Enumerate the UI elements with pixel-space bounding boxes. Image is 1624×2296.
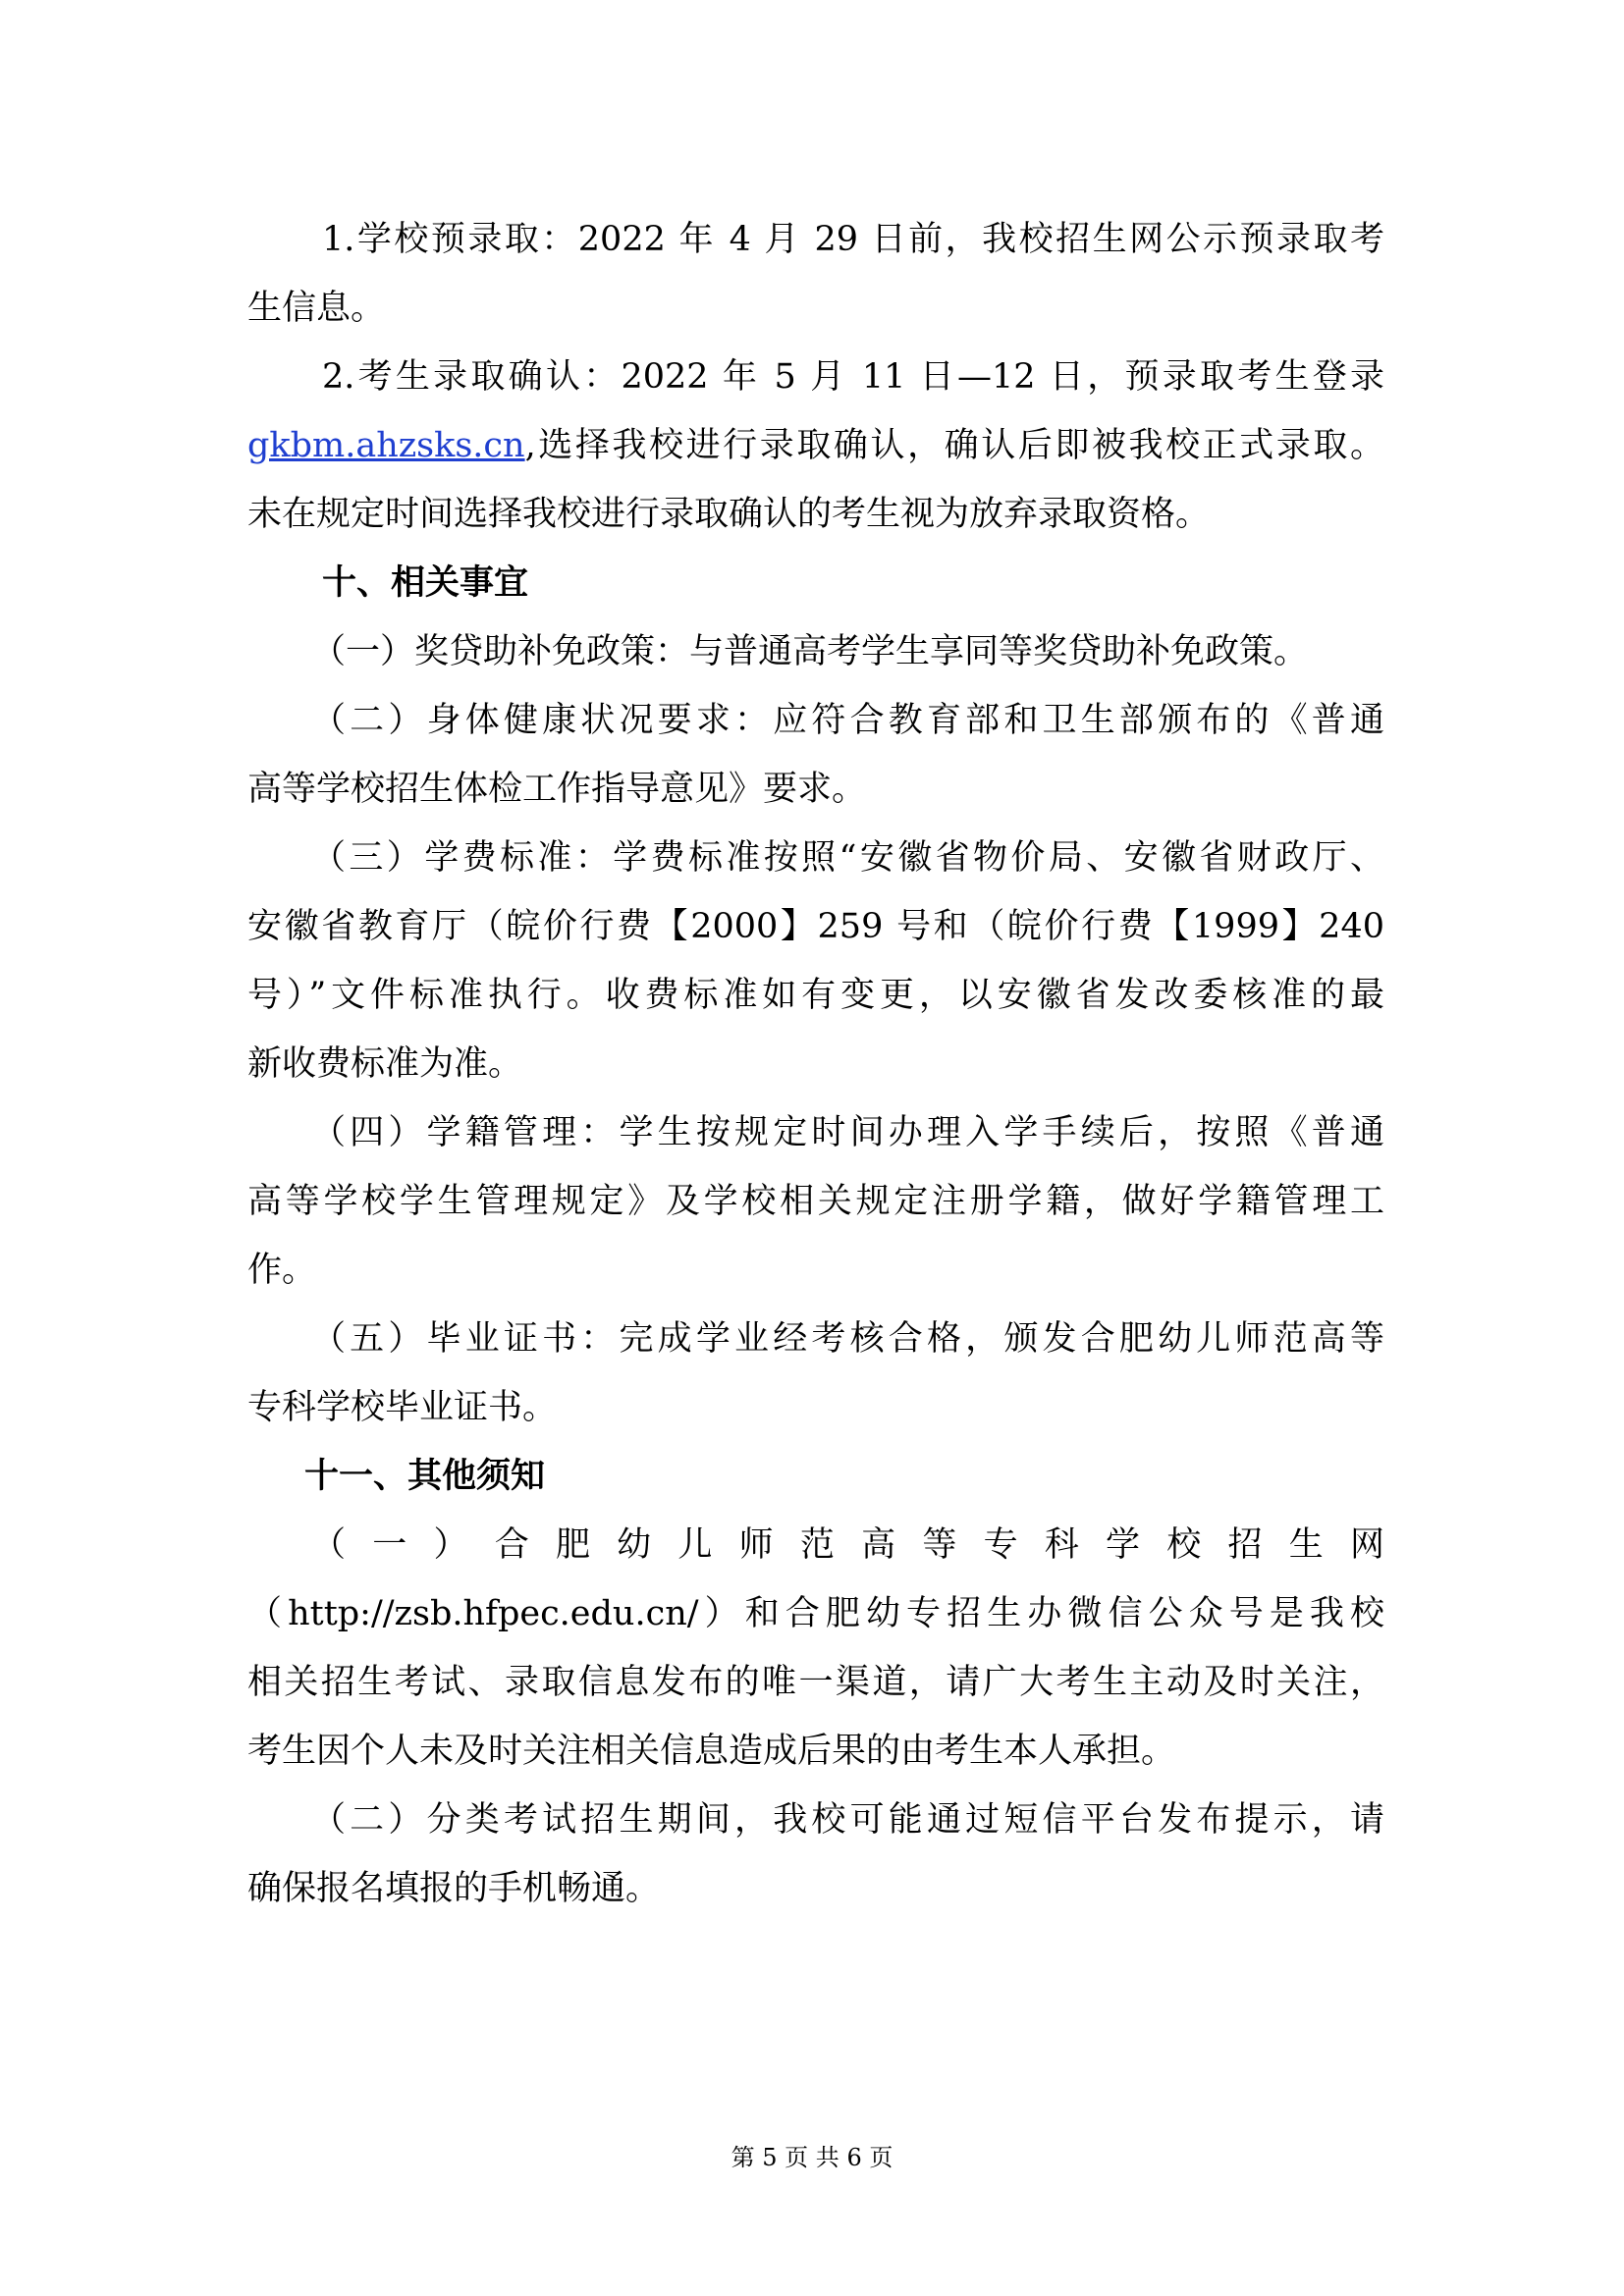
paragraph-line: 高等学校学生管理规定》及学校相关规定注册学籍，做好学籍管理工 xyxy=(247,1182,1384,1221)
paragraph-line xyxy=(247,418,1384,473)
page-number-footer: 第 5 页 共 6 页 xyxy=(731,2144,893,2171)
paragraph-line: 生信息。 xyxy=(247,289,386,328)
paragraph-line: （http://zsb.hfpec.edu.cn/）和合肥幼专招生办微信公众号是我校 xyxy=(247,1594,1384,1633)
paragraph-line: 考生因个人未及时关注相关信息造成后果的由考生本人承担。 xyxy=(247,1732,1176,1771)
paragraph-line: 安徽省教育厅（皖价行费【2000】259 号和（皖价行费【1999】240 xyxy=(247,907,1384,946)
paragraph-line: （二）分类考试招生期间，我校可能通过短信平台发布提示，请 xyxy=(311,1800,1384,1840)
paragraph-line: （二）身体健康状况要求：应符合教育部和卫生部颁布的《普通 xyxy=(311,701,1384,740)
paragraph-line: 作。 xyxy=(247,1251,317,1290)
paragraph-line: （五）毕业证书：完成学业经考核合格，颁发合肥幼儿师范高等 xyxy=(311,1319,1384,1359)
paragraph-line: 新收费标准为准。 xyxy=(247,1044,523,1084)
section-heading-11: 十一、其他须知 xyxy=(304,1457,546,1496)
paragraph-line: 高等学校招生体检工作指导意见》要求。 xyxy=(247,770,867,809)
paragraph-line: （四）学籍管理：学生按规定时间办理入学手续后，按照《普通 xyxy=(311,1113,1384,1152)
paragraph-line: 1.学校预录取：2022 年 4 月 29 日前，我校招生网公示预录取考 xyxy=(322,220,1384,259)
paragraph-line: 号）”文件标准执行。收费标准如有变更，以安徽省发改委核准的最 xyxy=(247,976,1384,1015)
paragraph-text: ,选择我校进行录取确认，确认后即被我校正式录取。 xyxy=(524,426,1384,465)
paragraph-line: （一）奖贷助补免政策：与普通高考学生享同等奖贷助补免政策。 xyxy=(311,632,1309,671)
paragraph-line: 2.考生录取确认：2022 年 5 月 11 日—12 日，预录取考生登录 xyxy=(322,357,1384,397)
paragraph-line: （一）合肥幼儿师范高等专科学校招生网 xyxy=(311,1525,1384,1565)
paragraph-line: 相关招生考试、录取信息发布的唯一渠道，请广大考生主动及时关注， xyxy=(247,1663,1384,1702)
admission-site-link[interactable]: gkbm.ahzsks.cn xyxy=(247,426,525,465)
paragraph-line: 未在规定时间选择我校进行录取确认的考生视为放弃录取资格。 xyxy=(247,495,1211,534)
paragraph-line: 专科学校毕业证书。 xyxy=(247,1388,558,1427)
section-heading-10: 十、相关事宜 xyxy=(322,563,529,603)
paragraph-line: 确保报名填报的手机畅通。 xyxy=(247,1869,661,1908)
paragraph-line: （三）学费标准：学费标准按照“安徽省物价局、安徽省财政厅、 xyxy=(311,838,1384,878)
